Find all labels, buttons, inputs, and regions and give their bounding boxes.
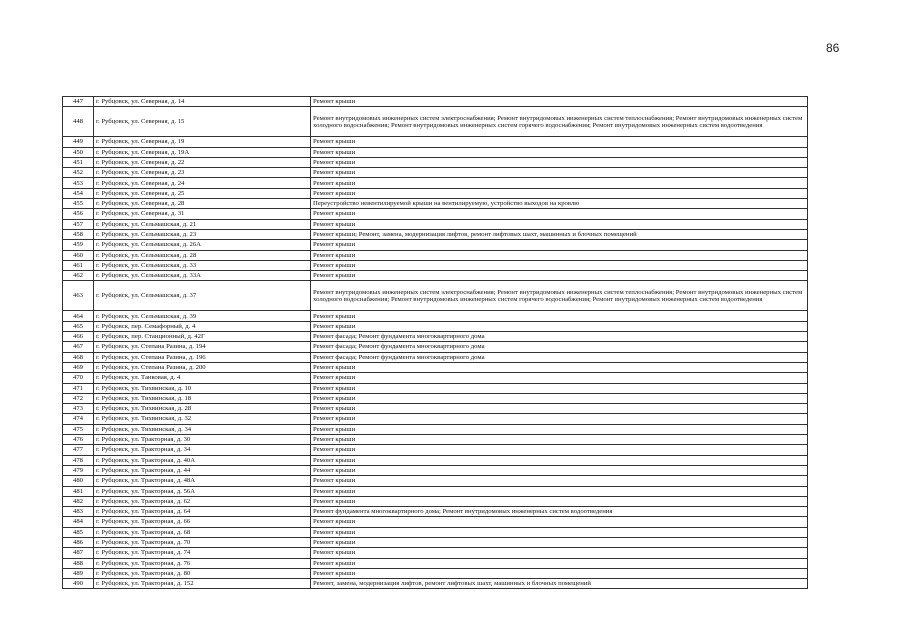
table-row	[63, 507, 808, 517]
address-cell: г. Рубцовск, ул. Северная, д. 15	[94, 107, 311, 137]
row-number-cell: 486	[63, 537, 94, 547]
address-cell: г. Рубцовск, ул. Сельмашская, д. 23	[94, 229, 311, 239]
row-number-cell: 472	[63, 393, 94, 403]
table-row	[63, 445, 808, 455]
row-number-cell: 453	[63, 178, 94, 188]
table-row	[63, 342, 808, 352]
work-type-cell: Ремонт крыши	[311, 219, 808, 229]
table-row	[63, 271, 808, 281]
table-row	[63, 527, 808, 537]
work-type-cell: Ремонт крыши	[311, 404, 808, 414]
row-number-cell: 480	[63, 476, 94, 486]
row-number-cell: 468	[63, 352, 94, 362]
table-row	[63, 404, 808, 414]
address-cell: г. Рубцовск, ул. Северная, д. 23	[94, 168, 311, 178]
work-type-cell: Ремонт крыши	[311, 445, 808, 455]
work-type-cell: Переустройство невентилируемой крыши на вентилируемую, устройство выходов на кровлю	[311, 199, 808, 209]
table-row	[63, 373, 808, 383]
row-number-cell: 454	[63, 188, 94, 198]
work-type-cell: Ремонт фасада; Ремонт фундамента многоквартирного дома	[311, 332, 808, 342]
table-row	[63, 496, 808, 506]
work-type-cell: Ремонт крыши	[311, 147, 808, 157]
work-type-cell: Ремонт крыши	[311, 476, 808, 486]
table-row	[63, 260, 808, 270]
row-number-cell: 458	[63, 229, 94, 239]
address-cell: г. Рубцовск, ул. Северная, д. 28	[94, 199, 311, 209]
work-type-cell: Ремонт внутридомовых инженерных систем электроснабжения; Ремонт внутридомовых инженерных систем теплоснабжения; Ремонт внутридомовых инженерных систем холодного водоснабжения; Ремонт внутридомовых инженерных систем горячего водоснабжения; Ремонт внутридомовых инженерных систем водоотведения	[311, 107, 808, 137]
address-cell: г. Рубцовск, ул. Тракторная, д. 44	[94, 465, 311, 475]
address-cell: г. Рубцовск, ул. Тихвинская, д. 10	[94, 383, 311, 393]
table-row	[63, 393, 808, 403]
row-number-cell: 489	[63, 568, 94, 578]
work-type-cell: Ремонт крыши	[311, 486, 808, 496]
table-row	[63, 424, 808, 434]
address-cell: г. Рубцовск, пер. Семафорный, д. 4	[94, 321, 311, 331]
row-number-cell: 466	[63, 332, 94, 342]
row-number-cell: 481	[63, 486, 94, 496]
address-cell: г. Рубцовск, ул. Тракторная, д. 62	[94, 496, 311, 506]
table-row	[63, 414, 808, 424]
work-type-cell: Ремонт крыши; Ремонт, замена, модернизация лифтов, ремонт лифтовых шахт, машинных и блочных помещений	[311, 229, 808, 239]
table-row	[63, 250, 808, 260]
table-row	[63, 548, 808, 558]
address-cell: г. Рубцовск, ул. Тракторная, д. 76	[94, 558, 311, 568]
work-type-cell: Ремонт крыши	[311, 168, 808, 178]
table-row	[63, 178, 808, 188]
table-row	[63, 199, 808, 209]
work-type-cell: Ремонт крыши	[311, 137, 808, 147]
table-row	[63, 147, 808, 157]
row-number-cell: 465	[63, 321, 94, 331]
row-number-cell: 471	[63, 383, 94, 393]
address-cell: г. Рубцовск, ул. Тракторная, д. 34	[94, 445, 311, 455]
row-number-cell: 488	[63, 558, 94, 568]
row-number-cell: 485	[63, 527, 94, 537]
repair-works-table	[62, 96, 808, 589]
row-number-cell: 464	[63, 311, 94, 321]
row-number-cell: 490	[63, 579, 94, 589]
address-cell: г. Рубцовск, ул. Тракторная, д. 56А	[94, 486, 311, 496]
work-type-cell: Ремонт крыши	[311, 537, 808, 547]
work-type-cell: Ремонт крыши	[311, 435, 808, 445]
address-cell: г. Рубцовск, ул. Степана Разина, д. 196	[94, 352, 311, 362]
table-row	[63, 362, 808, 372]
row-number-cell: 483	[63, 507, 94, 517]
work-type-cell: Ремонт крыши	[311, 157, 808, 167]
address-cell: г. Рубцовск, пер. Станционный, д. 42Г	[94, 332, 311, 342]
address-cell: г. Рубцовск, ул. Сельмашская, д. 39	[94, 311, 311, 321]
table-row	[63, 281, 808, 311]
row-number-cell: 482	[63, 496, 94, 506]
work-type-cell: Ремонт крыши	[311, 465, 808, 475]
address-cell: г. Рубцовск, ул. Танковая, д. 4	[94, 373, 311, 383]
table-row	[63, 579, 808, 589]
work-type-cell: Ремонт крыши	[311, 188, 808, 198]
work-type-cell: Ремонт крыши	[311, 383, 808, 393]
address-cell: г. Рубцовск, ул. Сельмашская, д. 26А	[94, 240, 311, 250]
row-number-cell: 478	[63, 455, 94, 465]
table-body	[63, 97, 808, 589]
work-type-cell: Ремонт крыши	[311, 568, 808, 578]
address-cell: г. Рубцовск, ул. Тракторная, д. 70	[94, 537, 311, 547]
row-number-cell: 455	[63, 199, 94, 209]
row-number-cell: 470	[63, 373, 94, 383]
row-number-cell: 477	[63, 445, 94, 455]
work-type-cell: Ремонт крыши	[311, 496, 808, 506]
row-number-cell: 462	[63, 271, 94, 281]
table-row	[63, 311, 808, 321]
address-cell: г. Рубцовск, ул. Тракторная, д. 68	[94, 527, 311, 537]
address-cell: г. Рубцовск, ул. Сельмашская, д. 33	[94, 260, 311, 270]
row-number-cell: 456	[63, 209, 94, 219]
table-row	[63, 157, 808, 167]
work-type-cell: Ремонт крыши	[311, 548, 808, 558]
address-cell: г. Рубцовск, ул. Тракторная, д. 66	[94, 517, 311, 527]
table-row	[63, 558, 808, 568]
work-type-cell: Ремонт крыши	[311, 517, 808, 527]
row-number-cell: 463	[63, 281, 94, 311]
row-number-cell: 448	[63, 107, 94, 137]
work-type-cell: Ремонт крыши	[311, 527, 808, 537]
address-cell: г. Рубцовск, ул. Степана Разина, д. 194	[94, 342, 311, 352]
work-type-cell: Ремонт внутридомовых инженерных систем электроснабжения; Ремонт внутридомовых инженерных систем теплоснабжения; Ремонт внутридомовых инженерных систем холодного водоснабжения; Ремонт внутридомовых инженерных систем горячего водоснабжения; Ремонт внутридомовых инженерных систем водоотведения	[311, 281, 808, 311]
row-number-cell: 460	[63, 250, 94, 260]
table-row	[63, 107, 808, 137]
address-cell: г. Рубцовск, ул. Тракторная, д. 152	[94, 579, 311, 589]
work-type-cell: Ремонт крыши	[311, 393, 808, 403]
address-cell: г. Рубцовск, ул. Тракторная, д. 30	[94, 435, 311, 445]
table-row	[63, 137, 808, 147]
row-number-cell: 473	[63, 404, 94, 414]
table-row	[63, 435, 808, 445]
address-cell: г. Рубцовск, ул. Тихвинская, д. 32	[94, 414, 311, 424]
row-number-cell: 450	[63, 147, 94, 157]
work-type-cell: Ремонт крыши	[311, 455, 808, 465]
table-row	[63, 219, 808, 229]
work-type-cell: Ремонт крыши	[311, 414, 808, 424]
row-number-cell: 475	[63, 424, 94, 434]
work-type-cell: Ремонт крыши	[311, 321, 808, 331]
address-cell: г. Рубцовск, ул. Северная, д. 19А	[94, 147, 311, 157]
work-type-cell: Ремонт фасада; Ремонт фундамента многоквартирного дома	[311, 352, 808, 362]
address-cell: г. Рубцовск, ул. Сельмашская, д. 37	[94, 281, 311, 311]
row-number-cell: 457	[63, 219, 94, 229]
row-number-cell: 467	[63, 342, 94, 352]
address-cell: г. Рубцовск, ул. Северная, д. 14	[94, 97, 311, 107]
address-cell: г. Рубцовск, ул. Тихвинская, д. 34	[94, 424, 311, 434]
table-row	[63, 352, 808, 362]
work-type-cell: Ремонт крыши	[311, 271, 808, 281]
row-number-cell: 484	[63, 517, 94, 527]
table-row	[63, 486, 808, 496]
address-cell: г. Рубцовск, ул. Сельмашская, д. 21	[94, 219, 311, 229]
address-cell: г. Рубцовск, ул. Сельмашская, д. 28	[94, 250, 311, 260]
address-cell: г. Рубцовск, ул. Северная, д. 25	[94, 188, 311, 198]
work-type-cell: Ремонт фундамента многоквартирного дома; Ремонт внутридомовых инженерных систем водоотведения	[311, 507, 808, 517]
table-row	[63, 537, 808, 547]
work-type-cell: Ремонт крыши	[311, 250, 808, 260]
row-number-cell: 447	[63, 97, 94, 107]
address-cell: г. Рубцовск, ул. Северная, д. 19	[94, 137, 311, 147]
table-row	[63, 209, 808, 219]
table-row	[63, 383, 808, 393]
table-row	[63, 229, 808, 239]
row-number-cell: 474	[63, 414, 94, 424]
address-cell: г. Рубцовск, ул. Тракторная, д. 80	[94, 568, 311, 578]
work-type-cell: Ремонт фасада; Ремонт фундамента многоквартирного дома	[311, 342, 808, 352]
address-cell: г. Рубцовск, ул. Тракторная, д. 74	[94, 548, 311, 558]
work-type-cell: Ремонт крыши	[311, 240, 808, 250]
row-number-cell: 487	[63, 548, 94, 558]
row-number-cell: 459	[63, 240, 94, 250]
address-cell: г. Рубцовск, ул. Северная, д. 22	[94, 157, 311, 167]
work-type-cell: Ремонт крыши	[311, 209, 808, 219]
address-cell: г. Рубцовск, ул. Тракторная, д. 48А	[94, 476, 311, 486]
table-row	[63, 168, 808, 178]
address-cell: г. Рубцовск, ул. Тракторная, д. 64	[94, 507, 311, 517]
row-number-cell: 479	[63, 465, 94, 475]
address-cell: г. Рубцовск, ул. Северная, д. 31	[94, 209, 311, 219]
work-type-cell: Ремонт крыши	[311, 97, 808, 107]
work-type-cell: Ремонт крыши	[311, 424, 808, 434]
work-type-cell: Ремонт крыши	[311, 178, 808, 188]
row-number-cell: 476	[63, 435, 94, 445]
work-type-cell: Ремонт крыши	[311, 373, 808, 383]
table-row	[63, 455, 808, 465]
table-row	[63, 476, 808, 486]
table-row	[63, 240, 808, 250]
row-number-cell: 469	[63, 362, 94, 372]
table-row	[63, 97, 808, 107]
work-type-cell: Ремонт крыши	[311, 260, 808, 270]
address-cell: г. Рубцовск, ул. Северная, д. 24	[94, 178, 311, 188]
row-number-cell: 452	[63, 168, 94, 178]
address-cell: г. Рубцовск, ул. Тихвинская, д. 18	[94, 393, 311, 403]
table-row	[63, 465, 808, 475]
row-number-cell: 449	[63, 137, 94, 147]
work-type-cell: Ремонт крыши	[311, 558, 808, 568]
address-cell: г. Рубцовск, ул. Степана Разина, д. 200	[94, 362, 311, 372]
row-number-cell: 451	[63, 157, 94, 167]
table-row	[63, 332, 808, 342]
row-number-cell: 461	[63, 260, 94, 270]
table-row	[63, 188, 808, 198]
table-row	[63, 321, 808, 331]
work-type-cell: Ремонт крыши	[311, 311, 808, 321]
table-row	[63, 517, 808, 527]
address-cell: г. Рубцовск, ул. Тракторная, д. 40А	[94, 455, 311, 465]
address-cell: г. Рубцовск, ул. Тихвинская, д. 28	[94, 404, 311, 414]
work-type-cell: Ремонт крыши	[311, 362, 808, 372]
table-row	[63, 568, 808, 578]
page-number: 86	[826, 41, 840, 55]
address-cell: г. Рубцовск, ул. Сельмашская, д. 33А	[94, 271, 311, 281]
work-type-cell: Ремонт, замена, модернизация лифтов, ремонт лифтовых шахт, машинных и блочных помещений	[311, 579, 808, 589]
